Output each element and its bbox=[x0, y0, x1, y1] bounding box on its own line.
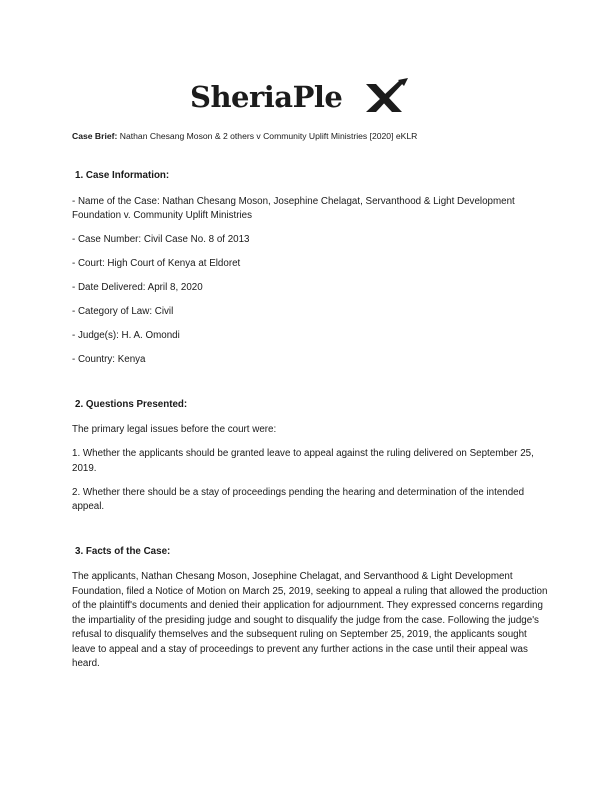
section-facts bbox=[72, 545, 550, 672]
question-item-1: 1. Whether the applicants should be granted leave to appeal against the ruling delivered on September 25, 2019. bbox=[72, 448, 534, 474]
section-heading: 2. Questions Presented: bbox=[75, 398, 188, 410]
info-item-date: - Date Delivered: April 8, 2020 bbox=[72, 282, 203, 293]
questions-intro: The primary legal issues before the court were: bbox=[72, 424, 277, 435]
facts-body: The applicants, Nathan Chesang Moson, Josephine Chelagat, and Servanthood & Light Development Foundation, filed a Notice of Motion on March 25, 2019, seeking to appeal a ruling that allowed the production of the plaintiff's documents and denied their application for adjournment. They expressed concerns regarding the impartiality of the presiding judge and sought to disqualify the judge from the case. Following the judge's refusal to disqualify themselves and the subsequent ruling on September 25, 2019, the applicants sought leave to appeal and a stay of proceedings to prevent any further actions in the case until their appeal was heard. bbox=[72, 571, 548, 669]
case-brief-label: Case Brief: bbox=[72, 131, 118, 141]
info-item-case-number: - Case Number: Civil Case No. 8 of 2013 bbox=[72, 234, 250, 245]
case-brief-title: Nathan Chesang Moson & 2 others v Community Uplift Ministries [2020] eKLR bbox=[119, 131, 418, 141]
question-item-2: 2. Whether there should be a stay of proceedings pending the hearing and determination of the intended appeal. bbox=[72, 486, 525, 512]
info-item-judges: - Judge(s): H. A. Omondi bbox=[72, 330, 180, 341]
logo-x-mark-icon bbox=[362, 78, 408, 116]
sheriaplex-logo bbox=[190, 74, 420, 122]
document-body bbox=[72, 169, 550, 672]
info-item-country: - Country: Kenya bbox=[72, 354, 146, 365]
logo-wordmark: SheriaPle bbox=[190, 80, 343, 114]
section-questions-presented bbox=[72, 398, 550, 515]
info-item-name: - Name of the Case: Nathan Chesang Moson, Josephine Chelagat, Servanthood & Light Development Foundation v. Community Uplift Ministries bbox=[72, 195, 515, 221]
info-item-category: - Category of Law: Civil bbox=[72, 306, 174, 317]
case-brief-line bbox=[72, 130, 552, 142]
section-heading: 1. Case Information: bbox=[75, 170, 170, 181]
section-heading: 3. Facts of the Case: bbox=[75, 545, 171, 557]
info-item-court: - Court: High Court of Kenya at Eldoret bbox=[72, 258, 241, 269]
section-case-information bbox=[72, 169, 550, 368]
